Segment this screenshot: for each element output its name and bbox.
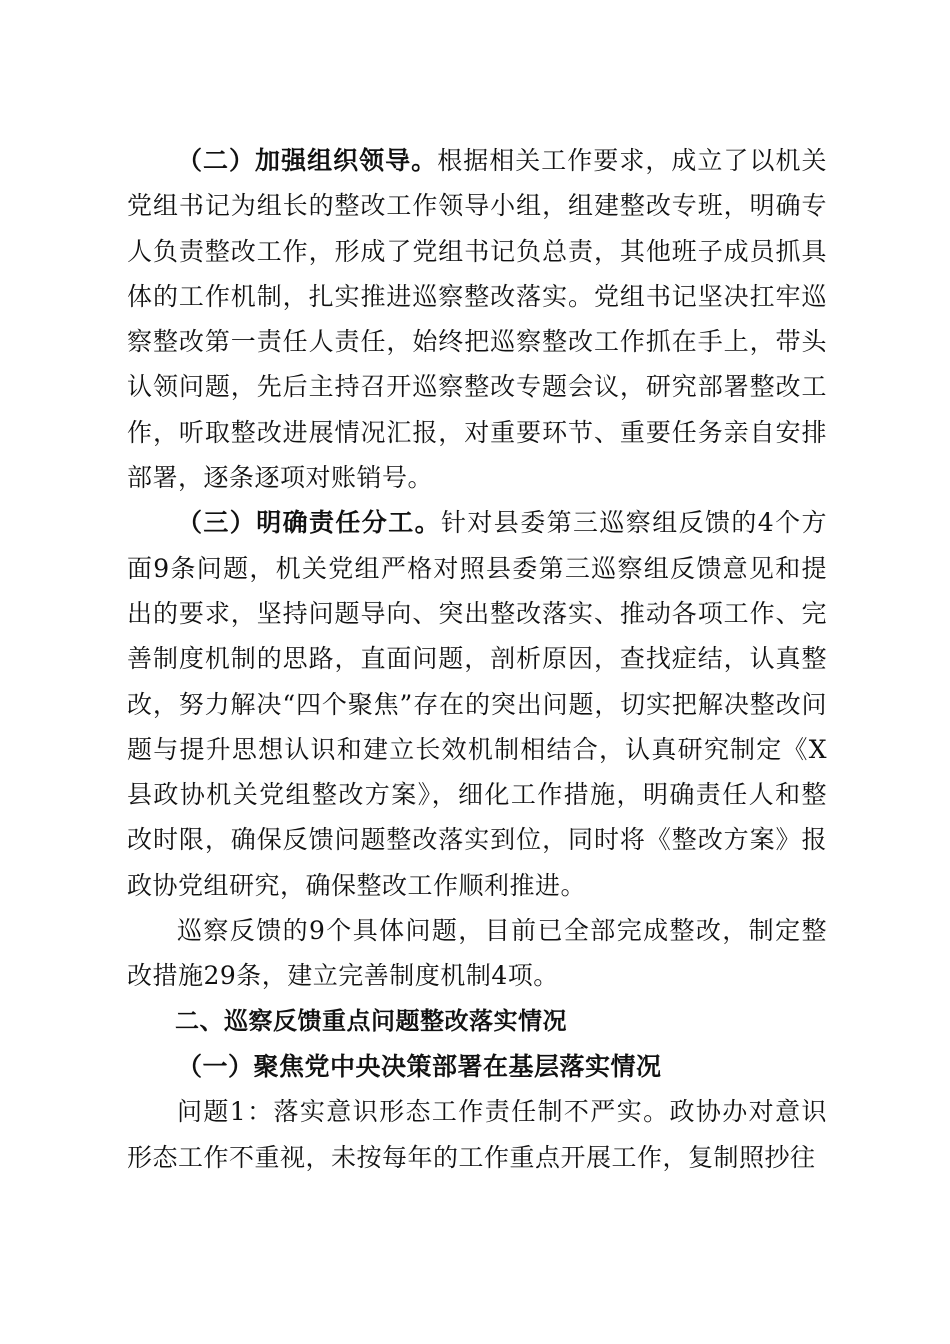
- paragraph-organization-leadership: [127, 138, 827, 500]
- paragraph-responsibility-division: [127, 500, 827, 908]
- paragraph-body: 根据相关工作要求，成立了以机关党组书记为组长的整改工作领导小组，组建整改专班，明确专人负责整改工作，形成了党组书记负总责，其他班子成员抓具体的工作机制，扎实推进巡察整改落实。党组书记坚决扛牢巡察整改第一责任人责任，始终把巡察整改工作抓在手上，带头认领问题，先后主持召开巡察整改专题会议，研究部署整改工作，听取整改进展情况汇报，对重要环节、重要任务亲自安排部署，逐条逐项对账销号。: [127, 146, 827, 493]
- paragraph-problem-1: 问题1：落实意识形态工作责任制不严实。政协办对意识形态工作不重视，未按每年的工作重点开展工作，复制照抄往: [127, 1097, 827, 1172]
- paragraph-lead-heading: （三）明确责任分工。: [177, 508, 441, 538]
- document-body: [127, 138, 827, 1180]
- section-heading: 二、巡察反馈重点问题整改落实情况: [175, 1006, 567, 1035]
- paragraph-summary: 巡察反馈的9个具体问题，目前已全部完成整改，制定整改措施29条，建立完善制度机制4项。: [127, 916, 827, 991]
- subsection-heading: （一）聚焦党中央决策部署在基层落实情况: [177, 1051, 662, 1081]
- paragraph-lead-heading: （二）加强组织领导。: [177, 146, 438, 175]
- paragraph-body: 针对县委第三巡察组反馈的4个方面9条问题，机关党组严格对照县委第三巡察组反馈意见和提出的要求，坚持问题导向、突出整改落实、推动各项工作、完善制度机制的思路，直面问题，剖析原因，查找症结，认真整改，努力解决“四个聚焦”存在的突出问题，切实把解决整改问题与提升思想认识和建立长效机制相结合，认真研究制定《X县政协机关党组整改方案》，细化工作措施，明确责任人和整改时限，确保反馈问题整改落实到位，同时将《整改方案》报政协党组研究，确保整改工作顺利推进。: [127, 508, 827, 900]
